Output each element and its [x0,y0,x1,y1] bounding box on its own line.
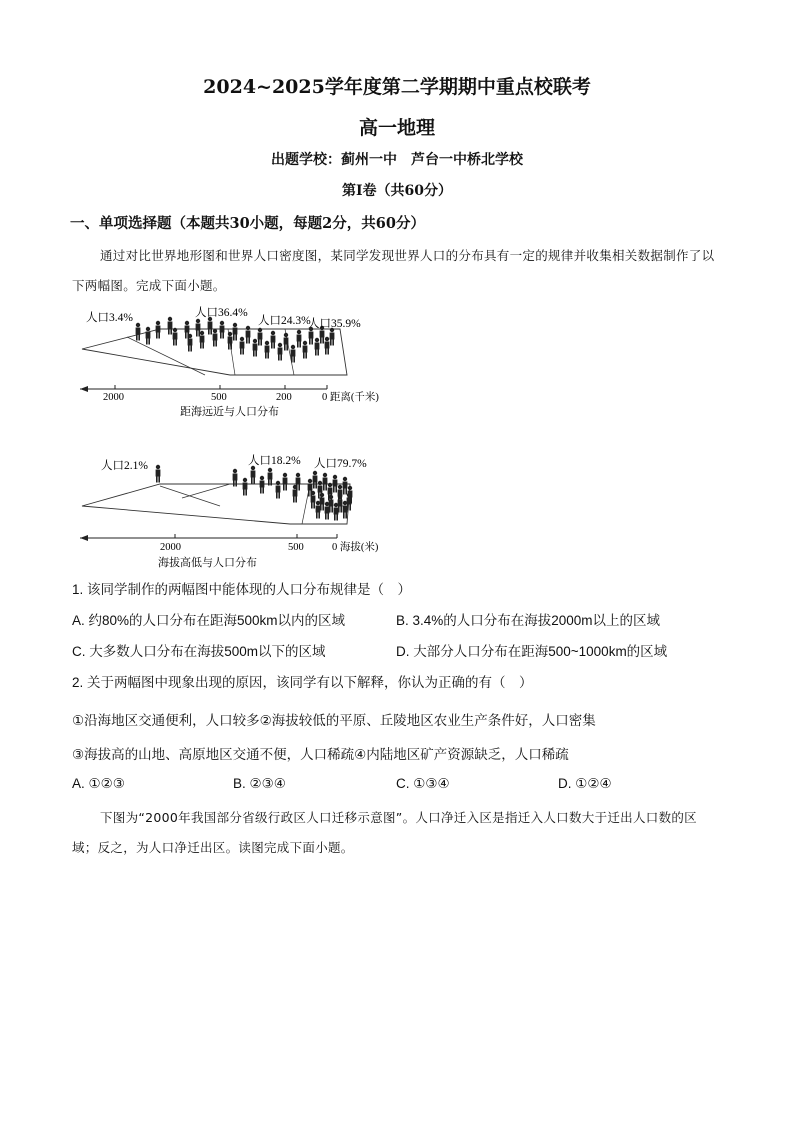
section-heading: 一、单项选择题（本题共30小题，每题2分，共60分） [70,215,425,232]
figure2-caption: 海拔高低与人口分布 [158,557,257,569]
label-18.2: 人口18.2% [248,455,301,467]
tick-500: 500 [288,542,304,553]
section-intro: 通过对比世界地形图和世界人口密度图，某同学发现世界人口的分布具有一定的规律并收集相关数据制作了以下两幅图。完成下面小题。 [72,248,715,293]
q2-option-c[interactable]: C. ①③④ [396,776,450,791]
exam-title: 2024~2025学年度第二学期期中重点校联考 [203,76,591,98]
label-24.3: 人口24.3% [258,315,311,327]
migration-intro: 下图为“2000年我国部分省级行政区人口迁移示意图”。人口净迁入区是指迁入人口数大于迁出人口数的区域；反之，为人口净迁出区。读图完成下面小题。 [72,810,697,855]
people-cluster [156,465,353,521]
tick-0-distance: 0 距离(千米) [322,392,379,403]
figure1-caption: 距海远近与人口分布 [180,406,279,418]
q2-statements-2: ③海拔高的山地、高原地区交通不便，人口稀疏④内陆地区矿产资源缺乏，人口稀疏 [72,747,569,762]
subject-title: 高一地理 [358,117,435,139]
tick-0-elevation: 0 海拔(米) [332,542,379,553]
q1-option-d[interactable]: D. 大部分人口分布在距海500~1000km的区域 [396,644,668,659]
tick-2000: 2000 [103,392,124,403]
q2-option-d[interactable]: D. ①②④ [558,776,612,791]
schools-line: 出题学校：蓟州一中 芦台一中桥北学校 [271,152,523,168]
label-35.9: 人口35.9% [308,318,361,330]
q1-option-a[interactable]: A. 约80%的人口分布在距海500km以内的区域 [72,613,346,628]
tick-200: 200 [276,392,292,403]
q1-stem: 1. 该同学制作的两幅图中能体现的人口分布规律是（ ） [72,582,412,597]
tick-500: 500 [211,392,227,403]
q1-option-c[interactable]: C. 大多数人口分布在海拔500m以下的区域 [72,644,326,659]
q1-option-b[interactable]: B. 3.4%的人口分布在海拔2000m以上的区域 [396,613,661,628]
tick-2000: 2000 [160,542,181,553]
label-79.7: 人口79.7% [314,458,367,470]
label-2.1: 人口2.1% [101,460,148,472]
q2-stem: 2. 关于两幅图中现象出现的原因，该同学有以下解释，你认为正确的有（ ） [72,675,533,690]
label-3.4: 人口3.4% [86,312,133,324]
q2-option-b[interactable]: B. ②③④ [233,776,286,791]
label-36.4: 人口36.4% [195,307,248,319]
q2-option-a[interactable]: A. ①②③ [72,776,125,791]
figure-distance-population [70,296,410,418]
figure-elevation-population [70,446,410,570]
volume-heading: 第Ⅰ卷（共60分） [341,183,453,199]
q2-statements-1: ①沿海地区交通便利，人口较多②海拔较低的平原、丘陵地区农业生产条件好，人口密集 [72,713,596,728]
